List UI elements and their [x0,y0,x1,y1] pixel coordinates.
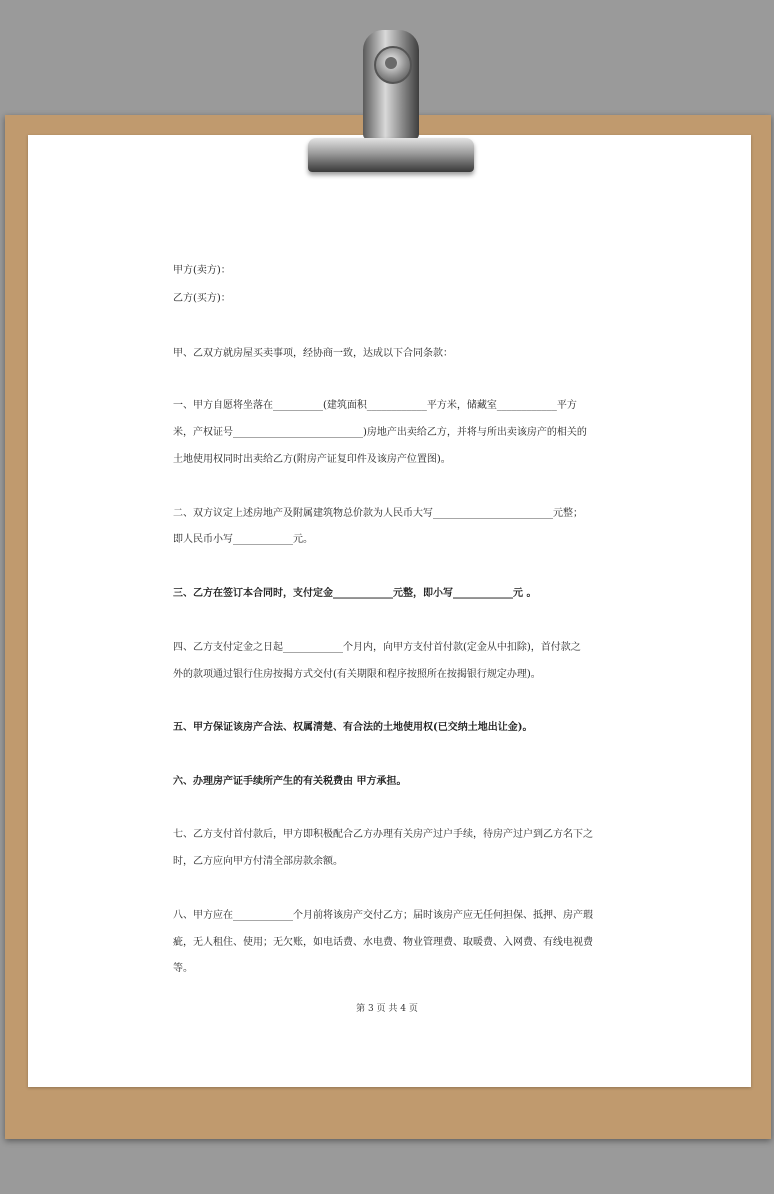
clause-6-line-1: 六、办理房产证手续所产生的有关税费由 甲方承担。 [173,776,407,787]
clause-8-line-1: 八、甲方应在____________个月前将该房产交付乙方；届时该房产应无任何担保、抵押、房产瑕 [173,910,593,921]
clause-3-line-1: 三、乙方在签订本合同时，支付定金____________元整，即小写____________元 。 [173,588,537,599]
clause-2-line-2: 即人民币小写____________元。 [173,534,313,545]
clause-7-line-2: 时，乙方应向甲方付清全部房款余额。 [173,856,343,867]
clause-5-line-1: 五、甲方保证该房产合法、权属清楚、有合法的土地使用权(已交纳土地出让金)。 [173,722,533,733]
clause-2-line-1: 二、双方议定上述房地产及附属建筑物总价款为人民币大写________________________元整； [173,508,583,519]
clause-8-line-3: 等。 [173,963,193,974]
clause-8-line-2: 疵，无人租住、使用；无欠账，如电话费、水电费、物业管理费、取暖费、入网费、有线电视费 [173,937,593,948]
clause-1-line-3: 土地使用权同时出卖给乙方(附房产证复印件及该房产位置图)。 [173,454,451,465]
clause-1-line-1: 一、甲方自愿将坐落在__________(建筑面积____________平方米，储藏室____________平方 [173,400,577,411]
party-b-label: 乙方(买方)： [173,293,231,304]
contract-intro: 甲、乙双方就房屋买卖事项，经协商一致，达成以下合同条款： [173,348,453,359]
clip-base [308,138,474,172]
clause-1-line-2: 米，产权证号__________________________)房地产出卖给乙方，并将与所出卖该房产的相关的 [173,427,587,438]
party-a-label: 甲方(卖方)： [173,265,231,276]
page-number: 第 3 页 共 4 页 [356,1004,418,1014]
clause-7-line-1: 七、乙方支付首付款后，甲方即积极配合乙方办理有关房产过户手续，待房产过户到乙方名下之 [173,829,593,840]
clause-4-line-2: 外的款项通过银行住房按揭方式交付(有关期限和程序按照所在按揭银行规定办理)。 [173,669,541,680]
clause-4-line-1: 四、乙方支付定金之日起____________个月内，向甲方支付首付款(定金从中扣除)，首付款之 [173,642,581,653]
